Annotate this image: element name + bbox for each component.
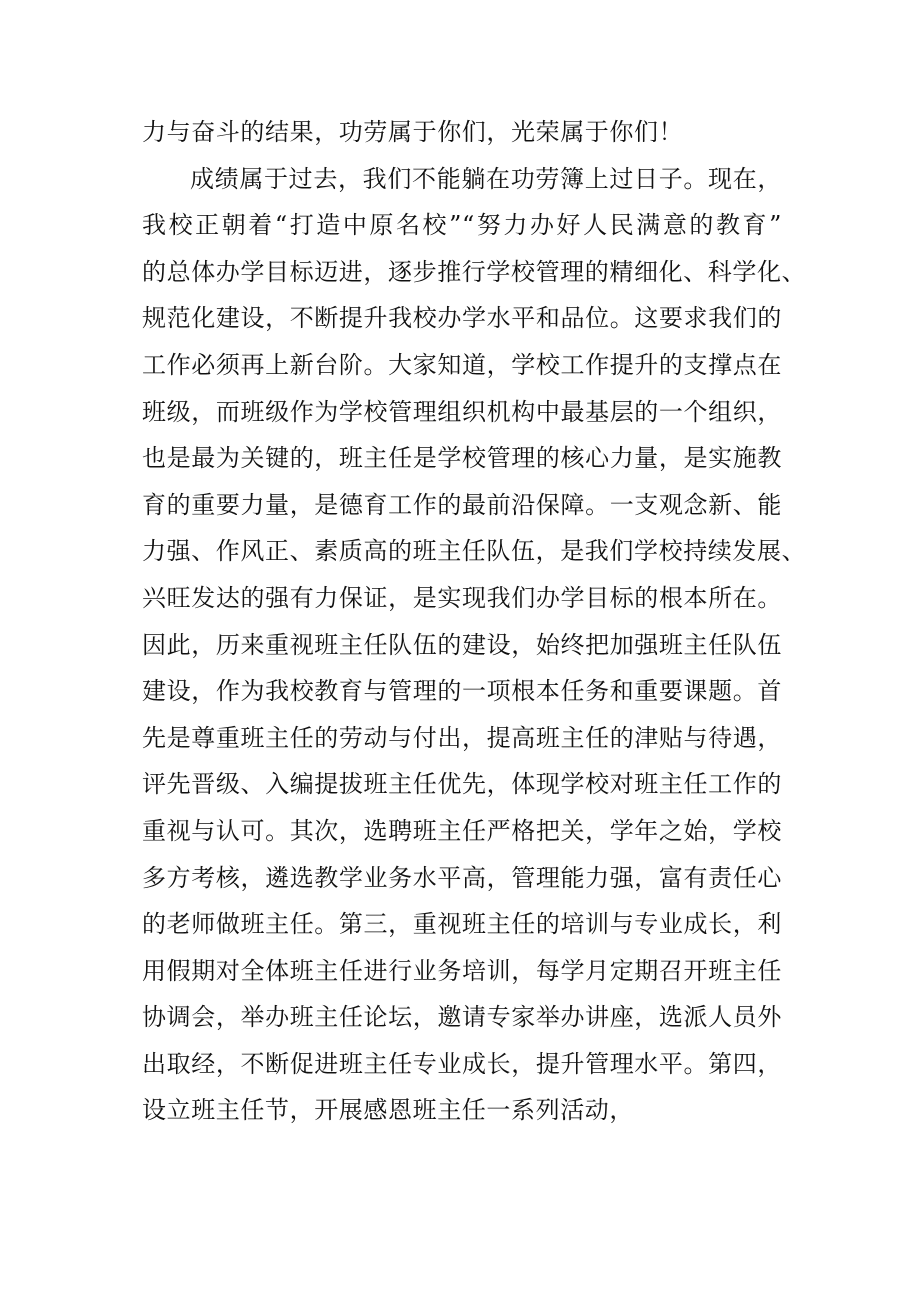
text-line: 设立班主任节，开展感恩班主任一系列活动， [142,1096,634,1125]
text-line: 我校正朝着“打造中原名校”“努力办好人民满意的教育” [142,211,782,240]
text-line: 力强、作风正、素质高的班主任队伍，是我们学校持续发展、 [142,537,807,566]
text-line: 多方考核，遴选教学业务水平高，管理能力强，富有责任心 [142,863,782,892]
text-line: 兴旺发达的强有力保证，是实现我们办学目标的根本所在。 [142,583,782,612]
text-line: 评先晋级、入编提拔班主任优先，体现学校对班主任工作的 [142,770,782,799]
text-line: 也是最为关键的，班主任是学校管理的核心力量，是实施教 [142,444,782,473]
text-line: 因此，历来重视班主任队伍的建设，始终把加强班主任队伍 [142,630,782,659]
text-line: 用假期对全体班主任进行业务培训，每学月定期召开班主任 [142,956,782,985]
text-line: 出取经，不断促进班主任专业成长，提升管理水平。第四， [142,1049,782,1078]
text-line: 规范化建设，不断提升我校办学水平和品位。这要求我们的 [142,304,782,333]
text-line: 成绩属于过去，我们不能躺在功劳簿上过日子。现在， [190,164,782,193]
text-line: 的老师做班主任。第三，重视班主任的培训与专业成长，利 [142,910,782,939]
text-line: 班级，而班级作为学校管理组织机构中最基层的一个组织， [142,397,782,426]
text-line: 协调会，举办班主任论坛，邀请专家举办讲座，选派人员外 [142,1003,782,1032]
text-line: 重视与认可。其次，选聘班主任严格把关，学年之始，学校 [142,816,782,845]
text-line: 建设，作为我校教育与管理的一项根本任务和重要课题。首 [142,677,782,706]
text-line: 力与奋斗的结果，功劳属于你们，光荣属于你们！ [142,118,684,146]
text-line: 工作必须再上新台阶。大家知道，学校工作提升的支撑点在 [142,350,782,379]
text-line: 育的重要力量，是德育工作的最前沿保障。一支观念新、能 [142,490,782,519]
text-line: 先是尊重班主任的劳动与付出，提高班主任的津贴与待遇， [142,723,782,752]
text-line: 的总体办学目标迈进，逐步推行学校管理的精细化、科学化、 [142,257,807,286]
body-text [142,109,807,1134]
